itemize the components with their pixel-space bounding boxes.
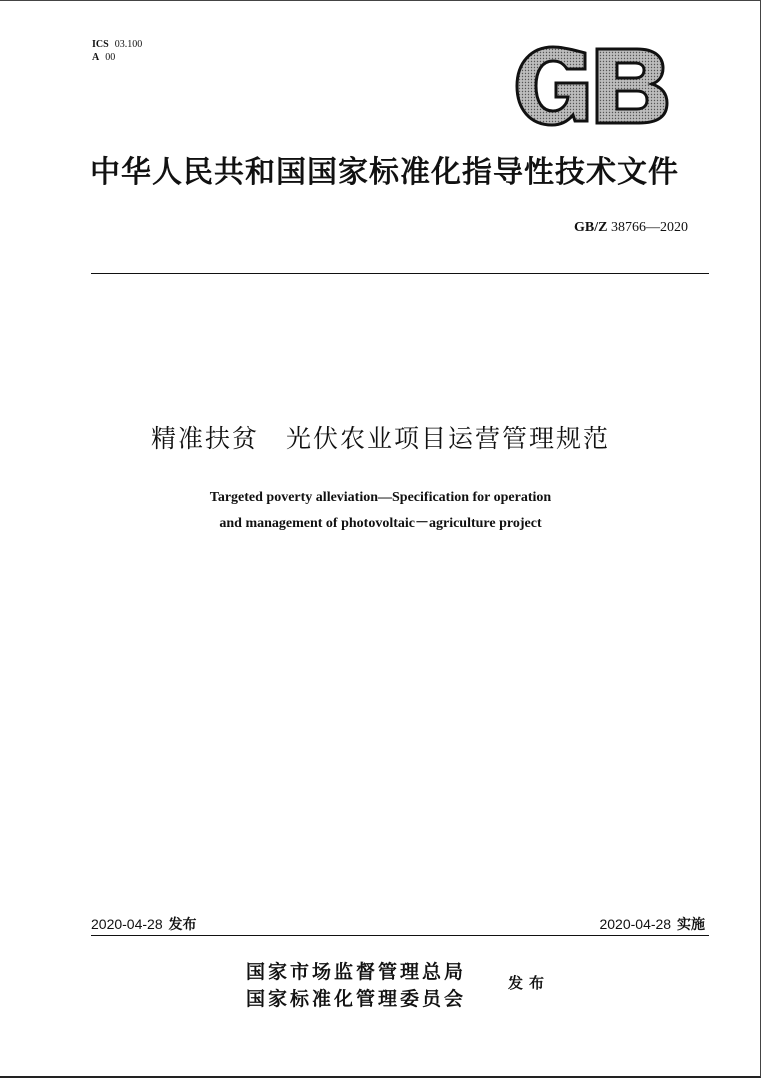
- document-type-heading: 中华人民共和国国家标准化指导性技术文件: [90, 155, 679, 190]
- ics-value: 03.100: [114, 39, 143, 50]
- issue-date: [91, 914, 197, 934]
- classification-codes: [92, 38, 142, 64]
- ics-code: [92, 38, 142, 51]
- issue-date-label: 发布: [168, 916, 197, 932]
- gb-logo: [515, 45, 670, 127]
- ccs-label: A: [92, 52, 100, 63]
- title-english: [0, 485, 761, 537]
- issue-date-value: 2020-04-28: [91, 916, 163, 932]
- issuing-authorities: [246, 959, 466, 1013]
- top-divider: [91, 273, 709, 274]
- implement-date-value: 2020-04-28: [599, 916, 672, 932]
- title-english-line-1: Targeted poverty alleviation—Specification for operation: [209, 490, 552, 505]
- implement-date-label: 实施: [677, 916, 705, 932]
- bottom-divider: [91, 935, 709, 936]
- implement-date: [599, 914, 705, 934]
- title-chinese: 精准扶贫 光伏农业项目运营管理规范: [150, 424, 610, 453]
- issuer-sac: 国家标准化管理委员会: [246, 988, 467, 1010]
- ccs-value: 00: [105, 52, 116, 63]
- publish-label: 发布: [508, 974, 551, 992]
- issuer-samr: 国家市场监督管理总局: [246, 961, 467, 983]
- document-number-value: 38766—2020: [611, 220, 688, 235]
- ics-label: ICS: [92, 39, 109, 50]
- document-number: [574, 220, 688, 236]
- document-number-prefix: GB/Z: [574, 220, 608, 235]
- ccs-code: [92, 51, 142, 64]
- title-english-line-2: and management of photovoltaic－agriculture project: [219, 516, 542, 531]
